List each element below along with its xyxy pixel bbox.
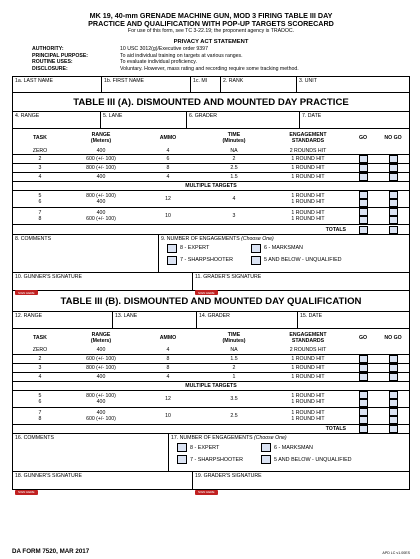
grader-field[interactable] xyxy=(197,312,298,328)
engagement-options xyxy=(171,443,407,464)
unit-field[interactable] xyxy=(297,77,409,92)
option-label: 6 - MARKSMAN xyxy=(274,444,313,451)
table-row xyxy=(13,354,409,363)
go-box[interactable] xyxy=(359,373,368,381)
option-checkbox[interactable] xyxy=(167,256,177,265)
standard-cell: 1 ROUND HIT xyxy=(291,364,325,371)
gunner-signature-label: 10. GUNNER'S SIGNATURE xyxy=(15,273,82,280)
field-label: 15. DATE xyxy=(300,312,323,319)
nogo-box[interactable] xyxy=(389,408,398,416)
time-cell: 4 xyxy=(232,196,236,203)
standard-cell: 2 ROUNDS HIT xyxy=(289,347,327,354)
task-number: 7 xyxy=(38,210,42,217)
gunner-sign-button[interactable]: SIGN HERE xyxy=(15,290,38,295)
ammo-cell: 8 xyxy=(166,355,170,362)
ammo-cell: 12 xyxy=(165,196,171,203)
section-a-table xyxy=(13,128,409,234)
standard-value: 1 ROUND HIT xyxy=(291,398,325,405)
field-label: 1b. FIRST NAME xyxy=(104,78,144,85)
nogo-box[interactable] xyxy=(389,373,398,381)
field-label: 4. RANGE xyxy=(15,113,40,120)
go-box[interactable] xyxy=(359,208,368,216)
choose-one-text: (Choose One) xyxy=(254,435,287,442)
option-unqualified[interactable] xyxy=(261,455,407,464)
nogo-total-box[interactable] xyxy=(389,226,398,234)
ammo-cell: 4 xyxy=(166,347,170,354)
ammo-cell: 6 xyxy=(166,156,170,163)
standard-cell: 2 ROUNDS HIT xyxy=(289,147,327,154)
standard-cell: 1 ROUND HIT xyxy=(291,165,325,172)
engagements-field xyxy=(169,434,409,471)
nogo-checkbox[interactable] xyxy=(377,372,409,381)
standard-cell xyxy=(267,407,349,424)
gunner-signature-field xyxy=(13,273,193,295)
nogo-box[interactable] xyxy=(389,164,398,172)
grader-signature-field xyxy=(193,273,409,295)
task-cell: 2 xyxy=(38,156,42,163)
standard-cell xyxy=(267,208,349,225)
nogo-box[interactable] xyxy=(389,173,398,181)
nogo-checkbox[interactable] xyxy=(377,164,409,173)
task-number: 8 xyxy=(38,415,42,422)
option-label: 7 - SHARPSHOOTER xyxy=(180,257,234,264)
nogo-box[interactable] xyxy=(389,191,398,199)
nogo-checkbox[interactable] xyxy=(377,363,409,372)
go-checkbox[interactable] xyxy=(349,346,377,354)
option-label: 5 AND BELOW - UNQUALIFIED xyxy=(264,257,342,264)
range-field[interactable] xyxy=(13,312,113,328)
range-cell: 400 xyxy=(96,347,106,354)
field-label: 13. LANE xyxy=(115,312,138,319)
standard-cell: 1 ROUND HIT xyxy=(291,373,325,380)
col-header-range: RANGE (Meters) xyxy=(90,132,112,145)
option-checkbox[interactable] xyxy=(261,443,271,452)
section-b xyxy=(12,291,410,495)
col-header-standards: ENGAGEMENT STANDARDS xyxy=(289,331,327,344)
privacy-statement xyxy=(12,46,410,72)
nogo-checkbox[interactable] xyxy=(377,191,409,208)
engagements-label xyxy=(171,435,407,441)
privacy-key: PRINCIPAL PURPOSE: xyxy=(32,52,89,59)
go-checkbox[interactable] xyxy=(349,372,377,381)
range-value: 600 (+/- 100) xyxy=(86,216,116,223)
time-cell: 1.5 xyxy=(230,174,238,181)
time-cell: NA xyxy=(230,147,238,154)
gunner-signature-field xyxy=(13,472,193,495)
totals-row xyxy=(13,225,409,234)
totals-label: TOTALS xyxy=(325,226,346,233)
standard-cell: 1 ROUND HIT xyxy=(291,174,325,181)
ammo-cell: 4 xyxy=(166,373,170,380)
identification-row xyxy=(12,76,410,93)
table-row xyxy=(13,173,409,182)
range-value: 400 xyxy=(96,398,106,405)
option-checkbox[interactable] xyxy=(251,256,261,265)
standard-value: 1 ROUND HIT xyxy=(291,199,325,206)
task-cell xyxy=(13,208,67,225)
go-total-box[interactable] xyxy=(359,425,368,433)
range-value: 800 (+/- 100) xyxy=(86,392,116,399)
option-expert[interactable] xyxy=(177,443,261,452)
standard-cell xyxy=(267,390,349,407)
table-row xyxy=(13,363,409,372)
standard-cell: 1 ROUND HIT xyxy=(291,355,325,362)
ammo-cell: 4 xyxy=(166,147,170,154)
table-row xyxy=(13,208,409,225)
option-marksman[interactable] xyxy=(251,244,407,253)
nogo-checkbox[interactable] xyxy=(377,173,409,182)
go-checkbox[interactable] xyxy=(349,173,377,182)
nogo-box[interactable] xyxy=(389,199,398,207)
go-box[interactable] xyxy=(359,355,368,363)
option-label: 5 AND BELOW - UNQUALIFIED xyxy=(274,456,352,463)
task-number: 5 xyxy=(38,392,42,399)
ammo-cell: 8 xyxy=(166,364,170,371)
field-label: 5. LANE xyxy=(103,113,123,120)
go-box[interactable] xyxy=(359,408,368,416)
task-number: 6 xyxy=(38,199,42,206)
field-label: 1a. LAST NAME xyxy=(15,78,53,85)
privacy-key: DISCLOSURE: xyxy=(32,65,68,72)
grader-signature-label: 19. GRADER'S SIGNATURE xyxy=(195,473,262,480)
task-cell xyxy=(13,191,67,208)
standard-value: 1 ROUND HIT xyxy=(291,392,325,399)
rank-field[interactable] xyxy=(221,77,297,92)
col-header-time: TIME (Minutes) xyxy=(222,132,246,145)
first-name-field[interactable] xyxy=(102,77,191,92)
option-expert[interactable] xyxy=(167,244,251,253)
col-header-task: TASK xyxy=(33,135,47,142)
go-box[interactable] xyxy=(359,216,368,224)
range-cell xyxy=(67,208,135,225)
nogo-box[interactable] xyxy=(389,155,398,163)
go-box[interactable] xyxy=(359,416,368,424)
ammo-cell: 4 xyxy=(166,174,170,181)
date-field[interactable] xyxy=(298,312,409,328)
nogo-box[interactable] xyxy=(389,364,398,372)
col-header-ammo: AMMO xyxy=(159,334,177,341)
nogo-checkbox[interactable] xyxy=(377,346,409,354)
nogo-total[interactable] xyxy=(377,225,409,234)
go-checkbox[interactable] xyxy=(349,354,377,363)
task-number: 6 xyxy=(38,398,42,405)
nogo-box[interactable] xyxy=(389,391,398,399)
col-header-nogo: NO GO xyxy=(384,334,402,341)
table-row xyxy=(13,390,409,407)
section-b-table xyxy=(13,328,409,434)
standard-cell xyxy=(267,191,349,208)
table-row xyxy=(13,164,409,173)
nogo-checkbox[interactable] xyxy=(377,390,409,407)
range-cell xyxy=(67,407,135,424)
multiple-targets-row xyxy=(13,381,409,390)
privacy-value: To evaluate individual proficiency. xyxy=(120,59,197,66)
range-cell: 600 (+/- 100) xyxy=(86,156,116,163)
privacy-key: AUTHORITY: xyxy=(32,46,64,52)
nogo-checkbox[interactable] xyxy=(377,155,409,164)
table-row xyxy=(13,346,409,354)
field-label: 2. RANK xyxy=(223,78,244,85)
comments-label: 8. COMMENTS xyxy=(15,235,52,242)
time-cell: 1.5 xyxy=(230,355,238,362)
range-value: 400 xyxy=(96,409,106,416)
comments-engagements-row xyxy=(13,433,409,471)
option-label: 8 - EXPERT xyxy=(180,245,210,252)
nogo-box[interactable] xyxy=(389,208,398,216)
table-row xyxy=(13,407,409,424)
engagements-field xyxy=(159,235,409,272)
option-checkbox[interactable] xyxy=(251,244,261,253)
go-box[interactable] xyxy=(359,173,368,181)
col-header-go: GO xyxy=(358,135,368,142)
task-cell: ZERO xyxy=(32,147,48,154)
go-box[interactable] xyxy=(359,164,368,172)
go-checkbox[interactable] xyxy=(349,208,377,225)
task-cell: ZERO xyxy=(32,347,48,354)
totals-label: TOTALS xyxy=(325,426,346,433)
go-total-box[interactable] xyxy=(359,226,368,234)
go-checkbox[interactable] xyxy=(349,147,377,155)
privacy-value: To aid individual training on targets at various ranges. xyxy=(120,52,243,59)
section-b-info-row xyxy=(13,311,409,328)
field-label: 12. RANGE xyxy=(15,312,43,319)
go-checkbox[interactable] xyxy=(349,164,377,173)
grader-sign-button[interactable]: SIGN HERE xyxy=(195,290,218,295)
col-header-go: GO xyxy=(358,334,368,341)
task-cell: 3 xyxy=(38,364,42,371)
standard-value: 1 ROUND HIT xyxy=(291,415,325,422)
grader-sign-button[interactable]: SIGN HERE xyxy=(195,490,218,495)
time-cell: 1 xyxy=(232,373,236,380)
range-field[interactable] xyxy=(13,112,101,128)
option-checkbox[interactable] xyxy=(177,443,187,452)
nogo-checkbox[interactable] xyxy=(377,354,409,363)
table-row xyxy=(13,155,409,164)
engagements-text: 9. NUMBER OF ENGAGEMENTS xyxy=(161,235,240,242)
option-unqualified[interactable] xyxy=(251,256,407,265)
go-total[interactable] xyxy=(349,225,377,234)
engagements-label xyxy=(161,236,407,242)
task-cell: 2 xyxy=(38,355,42,362)
table-header-row xyxy=(13,129,409,147)
go-checkbox[interactable] xyxy=(349,155,377,164)
option-sharpshooter[interactable] xyxy=(167,256,251,265)
privacy-value: Voluntary. However, mass rating and recording require some tracking method. xyxy=(120,65,299,72)
col-header-ammo: AMMO xyxy=(159,135,177,142)
section-a xyxy=(12,93,410,295)
date-field[interactable] xyxy=(300,112,409,128)
go-box[interactable] xyxy=(359,155,368,163)
field-label: 6. GRADER xyxy=(189,113,217,120)
ammo-cell: 10 xyxy=(165,213,171,220)
range-value: 800 (+/- 100) xyxy=(86,193,116,200)
field-label: 1c. MI xyxy=(193,78,208,85)
time-cell: 2 xyxy=(232,156,236,163)
task-cell: 4 xyxy=(38,174,42,181)
col-header-range: RANGE (Meters) xyxy=(90,331,112,344)
form-number: DA FORM 7520, MAR 2017 xyxy=(12,548,90,555)
time-cell: 3 xyxy=(232,213,236,220)
ammo-cell: 8 xyxy=(166,165,170,172)
time-cell: 2.5 xyxy=(230,165,238,172)
go-checkbox[interactable] xyxy=(349,191,377,208)
section-b-title: TABLE III (B). DISMOUNTED AND MOUNTED DAY QUALIFICATION xyxy=(60,295,362,307)
range-cell: 400 xyxy=(96,174,106,181)
standard-value: 1 ROUND HIT xyxy=(291,193,325,200)
signature-row xyxy=(13,471,409,495)
range-cell xyxy=(67,390,135,407)
standard-value: 1 ROUND HIT xyxy=(291,210,325,217)
option-label: 7 - SHARPSHOOTER xyxy=(190,456,244,463)
form-title-line2: PRACTICE AND QUALIFICATION WITH POP-UP TARGETS SCORECARD xyxy=(88,19,334,28)
form-title-line1: MK 19, 40-mm GRENADE MACHINE GUN, MOD 3 FIRING TABLE III DAY xyxy=(89,11,333,20)
col-header-nogo: NO GO xyxy=(384,135,402,142)
multiple-targets-row xyxy=(13,182,409,191)
option-checkbox[interactable] xyxy=(261,455,271,464)
nogo-box[interactable] xyxy=(389,355,398,363)
nogo-checkbox[interactable] xyxy=(377,407,409,424)
standard-value: 1 ROUND HIT xyxy=(291,409,325,416)
task-number: 5 xyxy=(38,193,42,200)
go-box[interactable] xyxy=(359,199,368,207)
privacy-title: PRIVACY ACT STATEMENT xyxy=(173,39,249,45)
go-checkbox[interactable] xyxy=(349,363,377,372)
option-checkbox[interactable] xyxy=(167,244,177,253)
table-row xyxy=(13,191,409,208)
table-row xyxy=(13,372,409,381)
task-cell xyxy=(13,407,67,424)
field-label: 14. GRADER xyxy=(199,312,230,319)
grader-signature-field xyxy=(193,472,409,495)
ammo-cell: 12 xyxy=(165,395,171,402)
privacy-key: ROUTINE USES: xyxy=(32,59,73,66)
table-row xyxy=(13,147,409,155)
option-sharpshooter[interactable] xyxy=(177,455,261,464)
range-cell xyxy=(67,191,135,208)
scorecard-form xyxy=(12,0,410,495)
nogo-box[interactable] xyxy=(389,399,398,407)
nogo-checkbox[interactable] xyxy=(377,147,409,155)
gunner-signature-label: 18. GUNNER'S SIGNATURE xyxy=(15,473,82,480)
col-header-task: TASK xyxy=(33,334,47,341)
lane-field[interactable] xyxy=(113,312,197,328)
time-cell: NA xyxy=(230,347,238,354)
option-label: 8 - EXPERT xyxy=(190,444,220,451)
task-cell xyxy=(13,390,67,407)
section-a-info-row xyxy=(13,111,409,128)
range-value: 400 xyxy=(96,210,106,217)
section-a-title: TABLE III (A). DISMOUNTED AND MOUNTED DAY PRACTICE xyxy=(73,97,349,109)
time-cell: 3.5 xyxy=(230,395,238,402)
go-box[interactable] xyxy=(359,399,368,407)
range-cell: 400 xyxy=(96,147,106,154)
gunner-sign-button[interactable]: SIGN HERE xyxy=(15,490,38,495)
go-checkbox[interactable] xyxy=(349,407,377,424)
last-name-field[interactable] xyxy=(13,77,102,92)
range-value: 400 xyxy=(96,199,106,206)
field-label: 3. UNIT xyxy=(299,78,317,85)
range-cell: 400 xyxy=(96,373,106,380)
form-version: APD LC v1.00ES xyxy=(382,551,410,555)
option-label: 6 - MARKSMAN xyxy=(264,245,303,252)
engagement-options xyxy=(161,244,407,265)
nogo-checkbox[interactable] xyxy=(377,208,409,225)
task-cell: 3 xyxy=(38,165,42,172)
form-proponent: For use of this form, see TC 3-22.19; the proponent agency is TRADOC. xyxy=(127,28,295,34)
range-cell: 600 (+/- 100) xyxy=(86,355,116,362)
standard-cell: 1 ROUND HIT xyxy=(291,156,325,163)
form-footer xyxy=(12,548,410,555)
range-value: 600 (+/- 100) xyxy=(86,415,116,422)
col-header-standards: ENGAGEMENT STANDARDS xyxy=(289,132,327,145)
col-header-time: TIME (Minutes) xyxy=(222,331,246,344)
task-number: 8 xyxy=(38,216,42,223)
choose-one-text: (Choose One) xyxy=(241,235,274,242)
lane-field[interactable] xyxy=(101,112,187,128)
totals-row xyxy=(13,424,409,433)
range-cell: 800 (+/- 100) xyxy=(86,364,116,371)
option-checkbox[interactable] xyxy=(177,455,187,464)
table-header-row xyxy=(13,328,409,346)
grader-signature-label: 11. GRADER'S SIGNATURE xyxy=(195,273,262,280)
ammo-cell: 10 xyxy=(165,412,171,419)
time-cell: 2 xyxy=(232,364,236,371)
nogo-box[interactable] xyxy=(389,416,398,424)
go-box[interactable] xyxy=(359,364,368,372)
task-number: 7 xyxy=(38,409,42,416)
multiple-targets-label: MULTIPLE TARGETS xyxy=(185,183,237,190)
signature-row xyxy=(13,272,409,295)
comments-field[interactable] xyxy=(13,434,169,471)
go-total[interactable] xyxy=(349,424,377,433)
multiple-targets-label: MULTIPLE TARGETS xyxy=(185,382,237,389)
task-cell: 4 xyxy=(38,373,42,380)
privacy-value: 10 USC 3012(g)/Executive order 9397 xyxy=(120,46,208,52)
comments-label: 16. COMMENTS xyxy=(15,435,54,442)
nogo-box[interactable] xyxy=(389,216,398,224)
time-cell: 2.5 xyxy=(230,412,238,419)
mi-field[interactable] xyxy=(191,77,221,92)
range-cell: 800 (+/- 100) xyxy=(86,165,116,172)
grader-field[interactable] xyxy=(187,112,300,128)
go-box[interactable] xyxy=(359,191,368,199)
comments-engagements-row xyxy=(13,234,409,272)
go-box[interactable] xyxy=(359,391,368,399)
comments-field[interactable] xyxy=(13,235,159,272)
nogo-total[interactable] xyxy=(377,424,409,433)
field-label: 7. DATE xyxy=(302,113,322,120)
nogo-total-box[interactable] xyxy=(389,425,398,433)
standard-value: 1 ROUND HIT xyxy=(291,216,325,223)
option-marksman[interactable] xyxy=(261,443,407,452)
go-checkbox[interactable] xyxy=(349,390,377,407)
engagements-text: 17. NUMBER OF ENGAGEMENTS xyxy=(171,435,253,442)
